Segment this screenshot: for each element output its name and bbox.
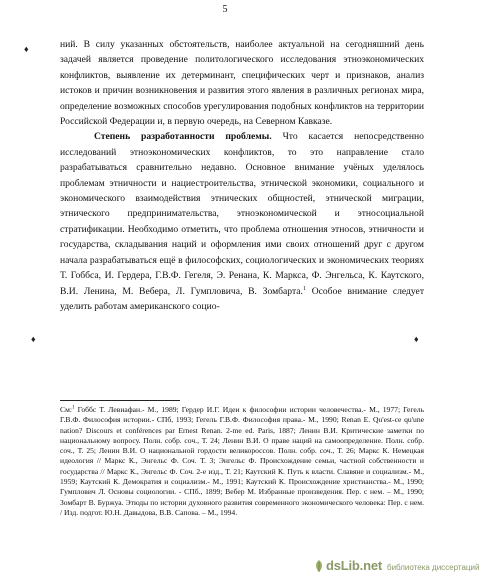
leaf-icon xyxy=(314,559,324,573)
paragraph xyxy=(60,129,424,314)
margin-mark: ♦ xyxy=(31,334,36,344)
watermark-logo xyxy=(314,558,382,573)
watermark[interactable] xyxy=(314,558,479,573)
page-number: 5 xyxy=(222,4,228,15)
paragraph-tail: Особое внимание следует уделить работам американского социо- xyxy=(60,285,425,312)
footnote xyxy=(60,405,424,518)
footnote-label: См: xyxy=(60,405,72,414)
footnote-number: 1 xyxy=(71,405,75,411)
watermark-domain: dsLib.net xyxy=(326,558,382,573)
footnote-ref[interactable]: 1 xyxy=(302,285,306,292)
body-text xyxy=(60,37,424,314)
margin-mark: ♦ xyxy=(414,334,419,344)
paragraph-text: Что касается непосредственно исследований этноэкономических конфликтов, то это направление стало разрабатываться сравнительно недавно. Основное внимание учёных уделялось проблемам этничности и нациестроительства, этнической экономики, социального и экономического взаимодействия этнических общностей, этнической миграции, этнического предпринимательства, этноэкономической и этносоциальной стратификации. Необходимо отметить, что проблема отношения этносов, этничности и государства, складывания наций и оформления ими своих отношений друг с другом начала разрабатываться ещё в философских, социологических и экономических теориях Т. Гоббса, И. Гердера, Г.В.Ф. Гегеля, Э. Ренана, К. Маркса, Ф. Энгельса, К. Каутского, В.И. Ленина, М. Вебера, Л. Гумпловича, В. Зомбарта. xyxy=(60,131,424,297)
watermark-subtitle: библиотека диссертаций xyxy=(386,563,479,572)
paragraph: ний. В силу указанных обстоятельств, наиболее актуальной на сегодняшний день задачей является проведение политологического исследования этноэкономических конфликтов, выявление их детерминант, специфических черт и признаков, анализ истоков и причин возникновения и развития этого явления в различных регионах мира, определение возможных способов урегулирования подобных конфликтов на территории Российской Федерации и, в первую очередь, на Северном Кавказе. xyxy=(60,39,424,128)
margin-mark: ♦ xyxy=(24,44,29,54)
section-heading: Степень разработанности проблемы. xyxy=(94,131,272,143)
footnote-divider xyxy=(60,400,180,401)
footnote-text: Гоббс Т. Левиафан.- М., 1989; Гердер И.Г. Идеи к философии истории человечества.- М., 1977; Гегель Г.В.Ф. Философия истории.- СПб, 1993; Гегель Г.В.Ф. Философия права.- М., 1990; Renan E. Qu'est-ce qu'une nation? Discours et conférences par Ernest Renan. 2-me ed. Paris, 1887; Ленин В.И. Критические заметки по национальному вопросу. Полн. собр. соч., Т. 24; Ленин В.И. О праве наций на самоопределение. Полн. собр. соч., Т. 25; Ленин В.И. О национальной гордости великороссов. Полн. собр. соч., Т. 26; Маркс К. Немецкая идеология // Маркс К., Энгельс Ф. Соч. Т. 3; Энгельс Ф. Происхождение семьи, частной собственности и государства // Маркс К., Энгельс Ф. Соч. 2-е изд., Т. 21; Каутский К. Путь к власти. Славяне и социализм.- М., 1959; Каутский К. Демократия и социализм.- М., 1991; Каутский К. Происхождение христианства.- М., 1990; Гумплович Л. Основы социологии. - СПб., 1899; Вебер М. Избранные произведения. Пер. с нем. – М., 1990; Зомбарт В. Буржуа. Этюды по истории духовного развития современного экономического человека: Пер. с нем. / Изд. подгот. Ю.Н. Давыдова, В.В. Сапова. – М., 1994. xyxy=(60,405,424,517)
